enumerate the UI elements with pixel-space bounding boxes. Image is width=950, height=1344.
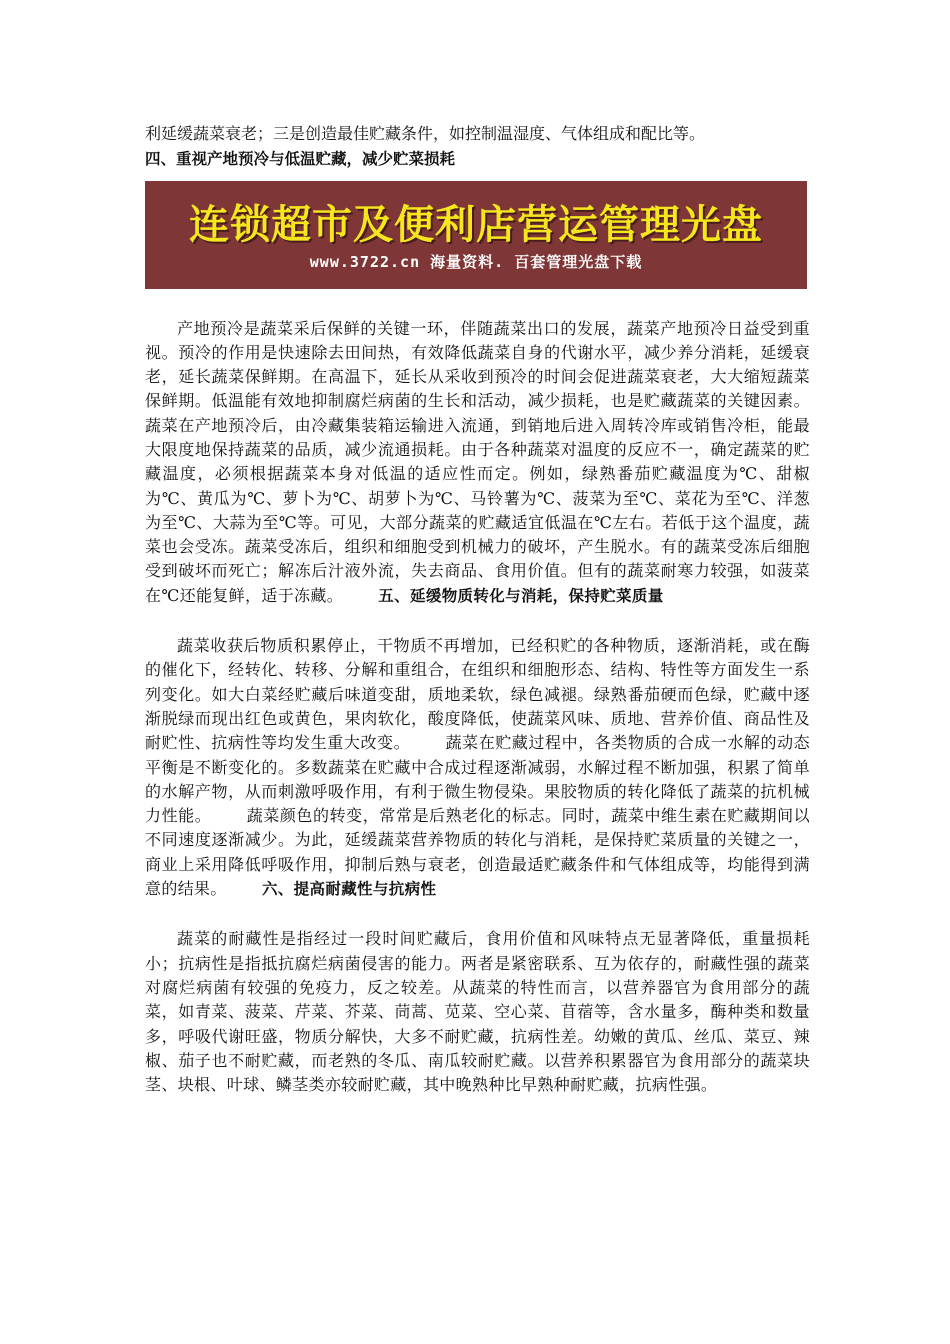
banner-subtitle: www.3722.cn 海量资料. 百套管理光盘下载 — [309, 252, 643, 271]
section4-paragraph — [145, 317, 810, 609]
section5-paragraph-a: 蔬菜收获后物质积累停止，干物质不再增加，已经积贮的各种物质，逐渐消耗，或在酶的催化下，经转化、转移、分解和重组合，在组织和细胞形态、结构、特性等方面发生一系列变化。如大白菜经贮藏后味道变甜，质地柔软，绿色减褪。绿熟番茄硬而色绿，贮藏中逐渐脱绿而现出红色或黄色，果肉软化，酸度降低，使蔬菜风味、质地、营养价值、商品性及耐贮性、抗病性等均发生重大改变。 — [145, 636, 810, 753]
banner-title: 连锁超市及便利店营运管理光盘 — [189, 201, 763, 248]
section5-heading: 五、延缓物质转化与消耗，保持贮菜质量 — [378, 586, 664, 605]
document-page — [145, 122, 810, 1097]
section6-heading: 六、提高耐藏性与抗病性 — [261, 880, 437, 899]
section5-paragraph — [145, 634, 810, 901]
section4-heading: 四、重视产地预冷与低温贮藏，减少贮菜损耗 — [145, 149, 456, 168]
section5-paragraph-b: 蔬菜在贮藏过程中，各类物质的合成一水解的动态平衡是不断变化的。多数蔬菜在贮藏中合成过程逐渐减弱，水解过程不断加强，积累了简单的水解产物，从而刺激呼吸作用，有利于微生物侵染。果胶物质的转化降低了蔬菜的抗机械力性能。 — [145, 733, 810, 826]
section4-paragraph-text: 产地预冷是蔬菜采后保鲜的关键一环，伴随蔬菜出口的发展，蔬菜产地预冷日益受到重视。预冷的作用是快速除去田间热，有效降低蔬菜自身的代谢水平，减少养分消耗，延缓衰老，延长蔬菜保鲜期。在高温下，延长从采收到预冷的时间会促进蔬菜衰老，大大缩短蔬菜保鲜期。低温能有效地抑制腐烂病菌的生长和活动，减少损耗，也是贮藏蔬菜的关键因素。蔬菜在产地预冷后，由冷藏集装箱运输进入流通，到销地后进入周转冷库或销售冷柜，能最大限度地保持蔬菜的品质，减少流通损耗。由于各种蔬菜对温度的反应不一，确定蔬菜的贮藏温度，必须根据蔬菜本身对低温的适应性而定。例如，绿熟番茄贮藏温度为℃、甜椒为℃、黄瓜为℃、萝卜为℃、胡萝卜为℃、马铃薯为℃、菠菜为至℃、菜花为至℃、洋葱为至℃、大蒜为至℃等。可见，大部分蔬菜的贮藏适宜低温在℃左右。若低于这个温度，蔬菜也会受冻。蔬菜受冻后，组织和细胞受到机械力的破坏，产生脱水。有的蔬菜受冻后细胞受到破坏而死亡；解冻后汁液外流，失去商品、食用价值。但有的蔬菜耐寒力较强，如菠菜在℃还能复鲜，适于冻藏。 — [145, 318, 810, 605]
section6-paragraph: 蔬菜的耐藏性是指经过一段时间贮藏后，食用价值和风味特点无显著降低，重量损耗小；抗病性是指抵抗腐烂病菌侵害的能力。两者是紧密联系、互为依存的，耐藏性强的蔬菜对腐烂病菌有较强的免疫力，反之较差。从蔬菜的特性而言，以营养器官为食用部分的蔬菜，如青菜、菠菜、芹菜、芥菜、茼蒿、苋菜、空心菜、苜蓿等，含水量多，酶种类和数量多，呼吸代谢旺盛，物质分解快，大多不耐贮藏，抗病性差。幼嫩的黄瓜、丝瓜、菜豆、辣椒、茄子也不耐贮藏，而老熟的冬瓜、南瓜较耐贮藏。以营养积累器官为食用部分的蔬菜块茎、块根、叶球、鳞茎类亦较耐贮藏，其中晚熟种比早熟种耐贮藏，抗病性强。 — [145, 929, 810, 1095]
section5-paragraph-c: 蔬菜颜色的转变，常常是后熟老化的标志。同时，蔬菜中维生素在贮藏期间以不同速度逐渐减少。为此，延缓蔬菜营养物质的转化与消耗，是保持贮菜质量的关键之一，商业上采用降低呼吸作用，抑制后熟与衰老，创造最适贮藏条件和气体组成等，均能得到满意的结果。 — [145, 806, 810, 899]
intro-line: 利延缓蔬菜衰老；三是创造最佳贮藏条件，如控制温湿度、气体组成和配比等。 — [145, 124, 706, 143]
ad-banner[interactable] — [145, 181, 807, 289]
